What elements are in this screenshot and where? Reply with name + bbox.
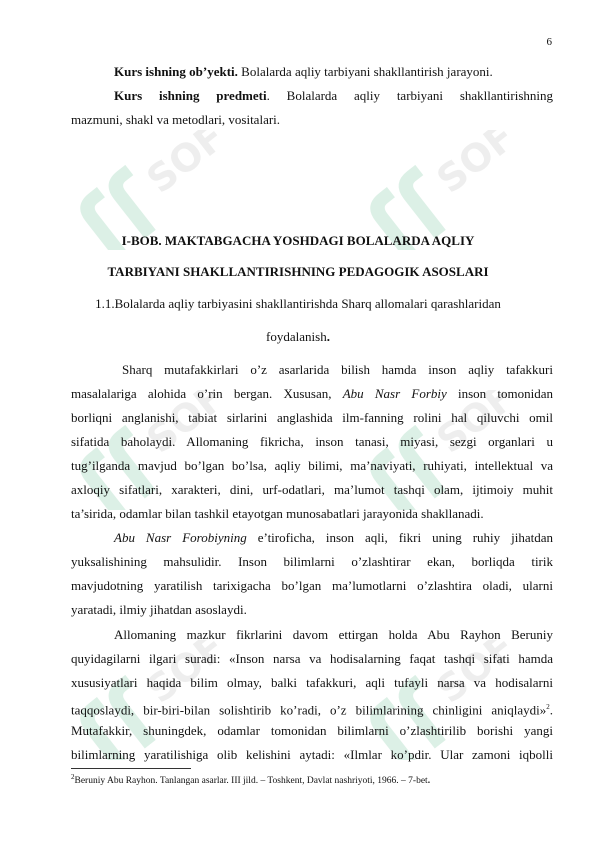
course-subject-label: Kurs ishning predmeti bbox=[114, 88, 267, 103]
course-subject-line2: mazmuni, shakl va metodlari, vositalari. bbox=[71, 112, 281, 127]
chapter-title-line1: I-BOB. MAKTABGACHA YOSHDAGI BOLALARDA AQLIY bbox=[121, 233, 475, 248]
section-title-line2 bbox=[0, 325, 596, 349]
para3-line: Allomaning mazkur fikrlarini davom ettirgan holda Abu Rayhon Beruniy bbox=[114, 627, 553, 642]
section-title-line1: 1.1.Bolalarda aqliy tarbiyasini shakllantirishda Sharq allomalari qarashlaridan bbox=[95, 296, 501, 311]
para2-text: e’tiroficha, inson aqli, fikri uning ruhiy jihatdan bbox=[246, 530, 553, 545]
svg-text:SOFT: SOFT bbox=[428, 390, 520, 462]
footnote-end: . bbox=[427, 776, 431, 787]
section-title-end: . bbox=[326, 329, 330, 344]
para3-line: quyidagilarni ilgari suradi: «Inson narsa va hodisalarning faqat tashqi sifati hamda bbox=[71, 651, 553, 666]
page-number: 6 bbox=[546, 36, 552, 48]
chapter-title-line2: TARBIYANI SHAKLLANTIRISHNING PEDAGOGIK ASOSLARI bbox=[107, 264, 489, 279]
svg-text:SOFT: SOFT bbox=[428, 640, 520, 712]
footnote-marker: 2 bbox=[71, 773, 75, 781]
para1-text: inson tomonidan bbox=[457, 386, 553, 401]
course-subject-text: . Bolalarda aqliy tarbiyani shakllantirishning bbox=[266, 88, 554, 103]
footnote-text: Beruniy Abu Rayhon. Tanlangan asarlar. III jild. – Toshkent, Davlat nashriyoti, 1966. – 7-bet bbox=[74, 776, 428, 787]
para3-text: taqqoslaydi, bir-biri-bilan solishtirib ko’radi, o’z bilimlarining chinligini aniqlaydi» bbox=[71, 702, 547, 718]
para2-line: mavjudotning yaratilish tarixigacha bo’lgan ma’lumotlarni o’zlashtira oladi, ularni bbox=[71, 578, 553, 593]
para3-line: xususiyatlari haqida bilim olmay, balki tafakkuri, aqli tufayli narsa va hodisalarni bbox=[71, 675, 553, 690]
para1-line: tug’ilganda mavjud bo’lgan bo’lsa, aqliy bilimi, ma’naviyati, ruhiyati, intellektual va bbox=[71, 458, 553, 473]
para1-line: Sharq mutafakkirlari o’z asarlarida bilish hamda inson aqliy tafakkuri bbox=[122, 362, 553, 377]
para3-text: . bbox=[549, 702, 553, 718]
footnote-divider bbox=[71, 768, 191, 769]
author-name: Abu Nasr Forbiy bbox=[342, 386, 447, 401]
course-subject bbox=[114, 84, 553, 108]
svg-text:SOFT: SOFT bbox=[138, 130, 230, 202]
para2-line bbox=[114, 526, 553, 550]
svg-text:SOFT: SOFT bbox=[428, 130, 520, 202]
course-object-text: Bolalarda aqliy tarbiyani shakllantirish jarayoni. bbox=[237, 64, 493, 79]
para3-line: Mutafakkir, shuningdek, odamlar tomonidan bilimlarni o’zlashtirilib borishi yangi bbox=[71, 723, 553, 738]
para2-line: yuksalishining mahsulidir. Inson bilimlarni o’zlashtirar ekan, borliqda tirik bbox=[71, 554, 553, 569]
section-title-text: foydalanish bbox=[266, 329, 327, 344]
footnote bbox=[71, 770, 430, 788]
footnote-ref: 2 bbox=[546, 703, 550, 711]
para2-line: yaratadi, ilmiy jihatdan asoslaydi. bbox=[71, 602, 247, 617]
course-object-label: Kurs ishning ob’yekti. bbox=[114, 64, 238, 79]
author-name: Abu Nasr Forobiyning bbox=[114, 530, 247, 545]
course-object bbox=[114, 60, 553, 84]
para3-line: bilimlarning yaratilishiga olib kelishini aytadi: «Ilmlar ko’pdir. Ular zamoni iqbolli bbox=[71, 747, 553, 762]
para1-line: sifatida baholaydi. Allomaning fikricha, inson tanasi, miyasi, sezgi organlari u bbox=[71, 434, 553, 449]
para1-line bbox=[71, 382, 553, 406]
para1-line: axloqiy sifatlari, xarakteri, dini, urf-odatlari, ma’lumot tashqi olam, ijtimoiy muhit bbox=[71, 482, 553, 497]
para1-text: masalalariga alohida o’rin bergan. Xususan, bbox=[71, 386, 332, 401]
para1-line: ta’sirida, odamlar bilan tashkil etayotgan munosabatlari jarayonida shakllanadi. bbox=[71, 506, 484, 521]
svg-text:SOFT: SOFT bbox=[138, 390, 230, 462]
svg-text:SOFT: SOFT bbox=[138, 640, 230, 712]
para1-line: borliqni anglanishi, tabiat sirlarini anglashida ilm-fanning rolini hal qiluvchi omil bbox=[71, 410, 553, 425]
